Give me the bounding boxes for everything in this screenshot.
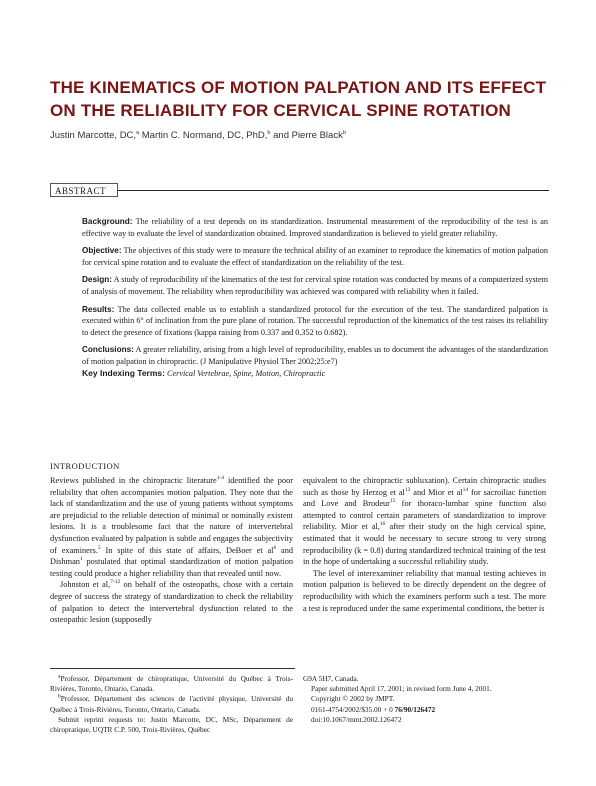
- intro-paragraph-3: [303, 475, 546, 568]
- citation: 15: [389, 498, 396, 505]
- citation: 5: [97, 544, 101, 551]
- footnote-b: [50, 694, 293, 714]
- citation: 1: [79, 556, 83, 563]
- text: and Dishman: [50, 545, 294, 567]
- abstract-results: [82, 304, 548, 339]
- address-continued: G9A 5H7, Canada.: [303, 674, 359, 683]
- background-text: The reliability of a test depends on its standardization. Instrumental measurement of the reproducibility of the test is an effective way to evaluate the level of standardization obtained. Improved standardization is believed to yield greater reliability.: [82, 217, 548, 238]
- footnotes-right: [303, 674, 546, 725]
- key-indexing-terms: [82, 368, 548, 380]
- text: identified the poor reliability that often accompanies motion palpation. They note that the lack of standardization and the use of young patients without symptoms are prejudicial to the reliable detection of minimal or nominally existent lesions. It is a troublesome fact that the nature of intervertebral dysfunction evaluated by palpation is subtle and engages the subjectivity of examiners.: [50, 476, 293, 555]
- author-2: Martin C. Normand, DC, PhD,: [139, 130, 268, 141]
- citation: 7-12: [110, 579, 121, 586]
- citation: 6: [273, 544, 277, 551]
- background-label: Background:: [82, 217, 133, 226]
- abstract-rule: [118, 190, 549, 191]
- footnote-text: Professor, Département des sciences de l'activité physique, Université du Québec à Trois-Rivières, Toronto, Ontario, Canada.: [50, 694, 293, 714]
- issn: 0161-4754/2002/$35.00 + 0: [311, 704, 395, 714]
- citation: 1-4: [216, 475, 225, 482]
- footnotes-left: [50, 674, 293, 735]
- abstract-conclusions: [82, 344, 548, 367]
- objective-label: Objective:: [82, 246, 122, 256]
- author-list: [50, 130, 346, 141]
- footnote-marker: b: [58, 693, 61, 700]
- author-1-affiliation: a: [136, 129, 140, 136]
- kit-label: Key Indexing Terms:: [82, 367, 165, 378]
- submission-dates: Paper submitted April 17, 2001; in revised form June 4, 2001.: [311, 684, 492, 694]
- abstract-body: [82, 216, 548, 385]
- author-1: Justin Marcotte, DC,: [50, 130, 137, 141]
- abstract-background: [82, 216, 548, 239]
- citation: 14: [462, 486, 469, 493]
- abstract-tag: ABSTRACT: [50, 183, 118, 197]
- text: for sacroiliac function and Love and Brodeur: [303, 487, 546, 509]
- intro-paragraph-2: [50, 579, 293, 625]
- text: Johnston et al,: [60, 580, 111, 590]
- results-label: Results:: [82, 304, 115, 314]
- column-right: [303, 475, 546, 614]
- column-left: [50, 475, 293, 626]
- text: equivalent to the chiropractic subluxation). Certain chiropractic studies such as those by Herzog et al: [303, 476, 546, 497]
- copyright: Copyright © 2002 by JMPT.: [311, 694, 395, 704]
- kit-text: Cervical Vertebrae, Spine, Motion, Chiropractic: [167, 368, 326, 378]
- footnote-marker: a: [58, 673, 61, 680]
- author-3: and Pierre Black: [270, 130, 343, 141]
- text: In spite of this state of affairs, DeBoer et al: [100, 545, 274, 555]
- intro-paragraph-4: The level of interexaminer reliability that manual testing achieves in motion palpation is believed to be directly dependent on the degree of reproducibility with which the examiners perform such a test. The more a test is reproduced under the same experimental conditions, the better is: [303, 568, 546, 613]
- author-2-affiliation: b: [267, 129, 271, 136]
- footnote-a: [50, 674, 293, 694]
- text: after their study on the high cervical spine, estimated that it would be necessary to secure strong to very strong reproducibility (k = 0.8) during standardized technical training of the test in the hope of undertaking a successful reliability study.: [303, 522, 546, 567]
- title-line-1: THE KINEMATICS OF MOTION PALPATION AND ITS EFFECT: [50, 78, 547, 97]
- text: for thoraco-lumbar spine function also attempted to control certain parameters of standardization to improve reliability. Mior et al,: [303, 499, 547, 532]
- objective-text: The objectives of this study were to measure the technical ability of an examiner to reproduce the kinematics of motion palpation for cervical spine rotation and to evaluate the effect of standardization on the reliability of the test.: [82, 246, 548, 267]
- conclusions-text: A greater reliability, arising from a high level of reproducibility, enables us to document the advantages of the standardization of motion palpation in chiropractic. (J Manipulative Physiol Ther 2002;25:e7): [82, 345, 548, 366]
- title-line-2: ON THE RELIABILITY FOR CERVICAL SPINE ROTATION: [50, 101, 511, 120]
- abstract-objective: [82, 245, 548, 268]
- text: Reviews published in the chiropractic literature: [50, 476, 217, 485]
- results-text: The data collected enable us to establish a standardized protocol for the execution of the test. The standardized palpation is executed within 6° of inclination from the pure plane of rotation. The successful reproduction of the kinematics of the test raises its reliability to detect the presence of fixations (kappa raising from 0.337 and 0.352 to 0.682).: [82, 304, 548, 337]
- design-label: Design:: [82, 275, 113, 285]
- intro-paragraph-1: [50, 475, 293, 579]
- footnote-rule: [50, 668, 295, 669]
- text: postulated that optimal standardization of motion palpation testing could produce a higher reliability than that revealed until now.: [50, 557, 293, 578]
- conclusions-label: Conclusions:: [82, 345, 134, 355]
- article-code: 76/90/126472: [394, 704, 436, 714]
- article-title: [50, 76, 550, 122]
- section-heading: INTRODUCTION: [50, 461, 120, 471]
- reprint-requests: Submit reprint requests to: Justin Marcotte, DC, MSc, Département de chiropratique, UQTR C.P. 500, Trois-Rivières, Québec: [50, 714, 293, 735]
- text: and Mior et al: [410, 487, 463, 497]
- citation: 13: [404, 486, 411, 493]
- abstract-design: [82, 274, 548, 297]
- issn-line: [303, 705, 546, 715]
- citation: 16: [379, 521, 386, 528]
- doi: doi:10.1067/mmt.2002.126472: [311, 714, 402, 724]
- footnote-text: Professor, Département de chiropratique, Université du Québec à Trois-Rivières, Toronto, Ontario, Canada.: [50, 674, 293, 694]
- text: on behalf of the osteopaths, chose with a certain degree of success the strategy of standardization to check the reliability of palpation to detect the intervertebral dysfunction related to the osteopathic lesion (supposedly: [50, 580, 293, 625]
- design-text: A study of reproducibility of the kinematics of the test for cervical spine rotation was conducted by means of a computerized system of analysis of movement. The reliability when reproducibility was achieved was compared with reliability when it failed.: [82, 275, 548, 296]
- author-3-affiliation: b: [342, 129, 346, 136]
